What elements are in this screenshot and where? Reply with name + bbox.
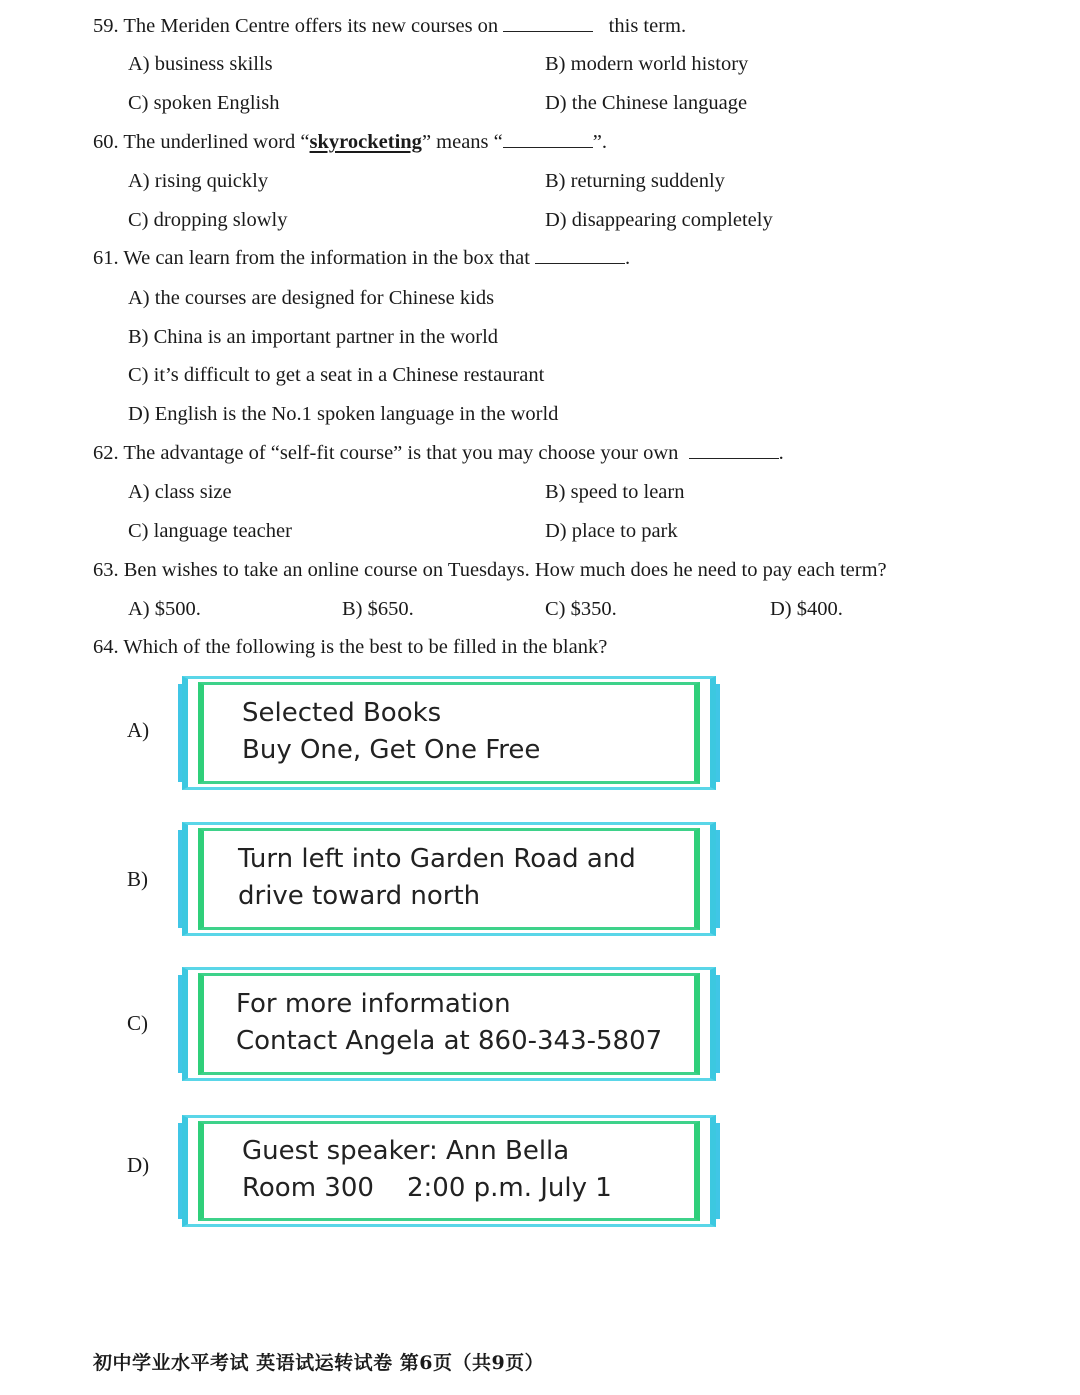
- answer-blank: [503, 129, 593, 148]
- q60-option-c: C) dropping slowly: [128, 209, 288, 231]
- question-number: 59.: [93, 15, 119, 37]
- frame-edge-right: [716, 1123, 720, 1219]
- q60-option-b: B) returning suddenly: [545, 170, 725, 192]
- frame-edge-right: [716, 830, 720, 928]
- q64-option-c-label: C): [127, 1011, 148, 1035]
- q63-option-d: D) $400.: [770, 598, 843, 620]
- notice-text: [242, 695, 674, 769]
- q61-option-d: D) English is the No.1 spoken language in the world: [128, 403, 559, 425]
- frame-edge-right: [716, 684, 720, 782]
- stem-text: Which of the following is the best to be filled in the blank?: [123, 636, 608, 658]
- q62-option-b: B) speed to learn: [545, 481, 685, 503]
- q63-option-a: A) $500.: [128, 598, 201, 620]
- notice-text: [238, 841, 674, 915]
- q64-option-a-notice: [178, 676, 720, 790]
- frame-edge-left: [178, 1123, 182, 1219]
- q62-option-a: A) class size: [128, 481, 232, 503]
- question-61-stem: [93, 245, 630, 271]
- q61-option-c: C) it’s difficult to get a seat in a Chinese restaurant: [128, 364, 545, 386]
- stem-text-mid: ” means “: [421, 131, 503, 153]
- stem-text-end: this term.: [608, 15, 687, 37]
- stem-text: The advantage of “self-fit course” is that you may choose your own: [123, 442, 679, 464]
- answer-blank: [535, 245, 625, 264]
- q63-option-c: C) $350.: [545, 598, 617, 620]
- frame-edge-left: [178, 830, 182, 928]
- frame-edge-left: [178, 975, 182, 1073]
- q60-option-a: A) rising quickly: [128, 170, 269, 192]
- frame-edge-right: [716, 975, 720, 1073]
- q59-option-d: D) the Chinese language: [545, 92, 748, 114]
- q59-option-a: A) business skills: [128, 53, 273, 75]
- q64-option-b-label: B): [127, 867, 148, 891]
- notice-line-1: Turn left into Garden Road and: [238, 844, 636, 874]
- q62-option-c: C) language teacher: [128, 520, 292, 542]
- answer-blank: [503, 13, 593, 32]
- stem-text: The underlined word “: [123, 131, 310, 153]
- q59-option-c: C) spoken English: [128, 92, 280, 114]
- notice-line-2: Buy One, Get One Free: [242, 735, 541, 765]
- notice-line-2: drive toward north: [238, 881, 481, 911]
- q64-option-c-notice: [178, 967, 720, 1081]
- stem-text: Ben wishes to take an online course on Tuesdays. How much does he need to pay each term?: [123, 559, 887, 581]
- q60-option-d: D) disappearing completely: [545, 209, 773, 231]
- q64-option-a-label: A): [127, 718, 150, 742]
- question-number: 64.: [93, 636, 119, 658]
- notice-line-1: Selected Books: [242, 698, 442, 728]
- notice-line-2: Room 300 2:00 p.m. July 1: [242, 1173, 612, 1203]
- notice-text: [236, 986, 674, 1060]
- question-number: 62.: [93, 442, 119, 464]
- question-number: 61.: [93, 247, 119, 269]
- q64-option-d-notice: [178, 1115, 720, 1227]
- stem-text-end: ”.: [592, 131, 607, 153]
- page-footer: 初中学业水平考试 英语试运转试卷 第6页（共9页）: [93, 1352, 545, 1374]
- question-number: 60.: [93, 131, 119, 153]
- question-number: 63.: [93, 559, 119, 581]
- question-64-stem: [93, 634, 607, 660]
- q59-option-b: B) modern world history: [545, 53, 749, 75]
- notice-line-1: Guest speaker: Ann Bella: [242, 1136, 570, 1166]
- notice-line-1: For more information: [236, 989, 511, 1019]
- notice-text: [242, 1133, 674, 1207]
- question-59-stem: [93, 13, 686, 39]
- question-63-stem: [93, 557, 887, 583]
- question-62-stem: [93, 440, 784, 466]
- q61-option-b: B) China is an important partner in the world: [128, 326, 499, 348]
- stem-text-end: .: [625, 247, 631, 269]
- stem-text: The Meriden Centre offers its new courses on: [123, 15, 499, 37]
- notice-line-2: Contact Angela at 860-343-5807: [236, 1026, 663, 1056]
- q63-option-b: B) $650.: [342, 598, 414, 620]
- frame-edge-left: [178, 684, 182, 782]
- underlined-word: skyrocketing: [309, 131, 422, 153]
- q62-option-d: D) place to park: [545, 520, 678, 542]
- q64-option-b-notice: [178, 822, 720, 936]
- question-60-stem: [93, 129, 607, 155]
- q61-option-a: A) the courses are designed for Chinese kids: [128, 287, 495, 309]
- q64-option-d-label: D): [127, 1153, 150, 1177]
- stem-text-end: .: [778, 442, 784, 464]
- stem-text: We can learn from the information in the box that: [123, 247, 530, 269]
- answer-blank: [689, 440, 779, 459]
